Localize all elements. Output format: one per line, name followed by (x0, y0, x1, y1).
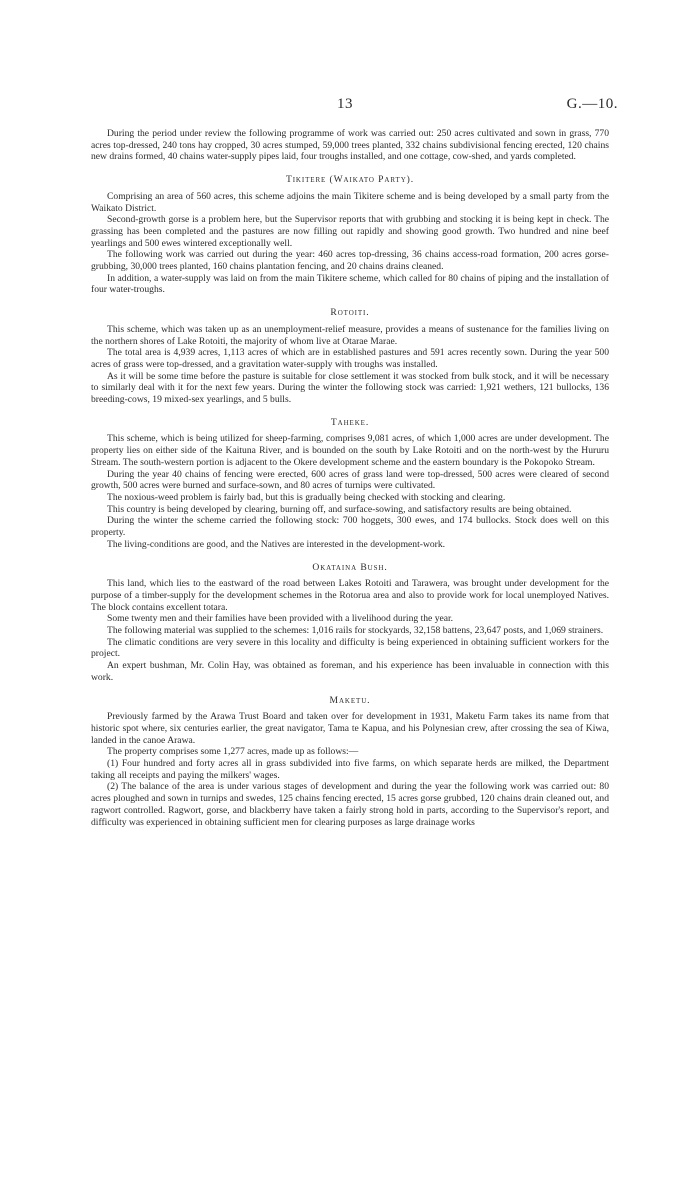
paragraph: The climatic conditions are very severe in this locality and difficulty is being experienced in obtaining sufficient workers for the project. (91, 636, 609, 660)
page-number: 13 (337, 96, 353, 112)
section-tikitere-waikato (91, 174, 609, 296)
paragraph: (1) Four hundred and forty acres all in grass subdivided into five farms, on which separate herds are milked, the Department taking all receipts and paying the milkers' wages. (91, 758, 609, 781)
section-heading: Taheke. (330, 416, 370, 428)
paragraph: During the year 40 chains of fencing were erected, 600 acres of grass land were top-dressed, 500 acres were cleared of second growth, 500 acres were burned and surface-sown, and 80 acres of turnips were cultivated. (91, 468, 609, 492)
paragraph: Comprising an area of 560 acres, this scheme adjoins the main Tikitere scheme and is being developed by a small party from the Waikato District. (91, 190, 609, 214)
paragraph: Second-growth gorse is a problem here, but the Supervisor reports that with grubbing and stocking it is being kept in check. The grassing has been completed and the pastures are now filling out rapidly and showing good growth. Two hundred and nine beef yearlings and 500 ewes wintered exceptionally well. (91, 214, 609, 249)
paragraph: As it will be some time before the pasture is suitable for close settlement it was stocked from bulk stock, and it will be necessary to similarly deal with it for the next few years. During the winter the following stock was carried: 1,921 wethers, 121 bullocks, 136 breeding-cows, 19 mixed-sex yearlings, and 5 bulls. (91, 370, 609, 406)
section-rotoiti (91, 307, 609, 406)
section-heading: Tikitere (Waikato Party). (285, 174, 415, 186)
paragraph: The following work was carried out during the year: 460 acres top-dressing, 36 chains access-road formation, 200 acres gorse-grubbing, 30,000 trees planted, 160 chains plantation fencing, and 20 chains drains cleaned. (91, 249, 609, 273)
paragraph: (2) The balance of the area is under various stages of development and during the year the following work was carried out: 80 acres ploughed and sown in turnips and swedes, 125 chains fencing erected, 15 acres gorse grubbed, 120 chains drain cleaned out, and ragwort controlled. Ragwort, gorse, and blackberry have taken a fairly strong hold in parts, according to the Supervisor's report, and difficulty was experienced in obtaining sufficient men for clearing purposes as large drainage works (91, 781, 609, 828)
paragraph: Previously farmed by the Arawa Trust Board and taken over for development in 1931, Maketu Farm takes its name from that historic spot where, six centuries earlier, the great navigator, Tama te Kapua, and his Polynesian crew, after crossing the sea of Kiwa, landed in the canoe Arawa. (91, 711, 609, 746)
paragraph: The total area is 4,939 acres, 1,113 acres of which are in established pastures and 591 acres recently sown. During the year 500 acres of grass were top-dressed, and a gravitation water-supply with troughs was installed. (91, 347, 609, 370)
paragraph: The following material was supplied to the schemes: 1,016 rails for stockyards, 32,158 battens, 23,647 posts, and 1,069 strainers. (107, 625, 604, 637)
section-heading: Okataina Bush. (312, 561, 388, 573)
paragraph: During the winter the scheme carried the following stock: 700 hoggets, 300 ewes, and 174 bullocks. Stock does well on this property. (91, 515, 609, 539)
section-heading: Maketu. (329, 694, 371, 706)
page-body (91, 128, 609, 828)
paragraph: The property comprises some 1,277 acres, made up as follows:— (107, 746, 359, 758)
paragraph: This scheme, which was taken up as an unemployment-relief measure, provides a means of sustenance for the families living on the northern shores of Lake Rotoiti, the majority of whom live at Otarae Marae. (91, 323, 609, 347)
section-okataina-bush (91, 562, 609, 684)
paragraph: This land, which lies to the eastward of the road between Lakes Rotoiti and Tarawera, was brought under development for the purpose of a timber-supply for the development schemes in the Rotorua area and also to provide work for local unemployed Natives. The block contains excellent totara. (91, 578, 609, 613)
section-heading: Rotoiti. (330, 307, 370, 319)
paragraph: This scheme, which is being utilized for sheep-farming, comprises 9,081 acres, of which 1,000 acres are under development. The property lies on either side of the Kaituna River, and is bounded on the south by Lake Rotoiti and on the north-west by the Hururu Stream. The south-western portion is adjacent to the Okere development scheme and the eastern boundary is the Pokopoko Stream. (91, 433, 609, 468)
paragraph: Some twenty men and their families have been provided with a livelihood during the year. (107, 613, 454, 625)
section-maketu (91, 695, 609, 829)
paragraph: This country is being developed by clearing, burning off, and surface-sowing, and satisfactory results are being obtained. (107, 503, 572, 515)
paragraph: An expert bushman, Mr. Colin Hay, was obtained as foreman, and his experience has been invaluable in connection with this work. (91, 660, 609, 683)
document-reference: G.—10. (566, 96, 618, 112)
section-taheke (91, 417, 609, 551)
paragraph: The living-conditions are good, and the Natives are interested in the development-work. (107, 538, 446, 550)
paragraph: In addition, a water-supply was laid on from the main Tikitere scheme, which called for 80 chains of piping and the installation of four water-troughs. (91, 272, 609, 296)
intro-paragraph: During the period under review the following programme of work was carried out: 250 acres cultivated and sown in grass, 770 acres top-dressed, 240 tons hay cropped, 30 acres stumped, 59,000 trees planted, 332 chains subdivisional fencing erected, 120 chains new drains formed, 40 chains water-supply pipes laid, four troughs installed, and one cottage, cow-shed, and yards completed. (91, 128, 609, 163)
paragraph: The noxious-weed problem is fairly bad, but this is gradually being checked with stocking and clearing. (107, 491, 506, 503)
